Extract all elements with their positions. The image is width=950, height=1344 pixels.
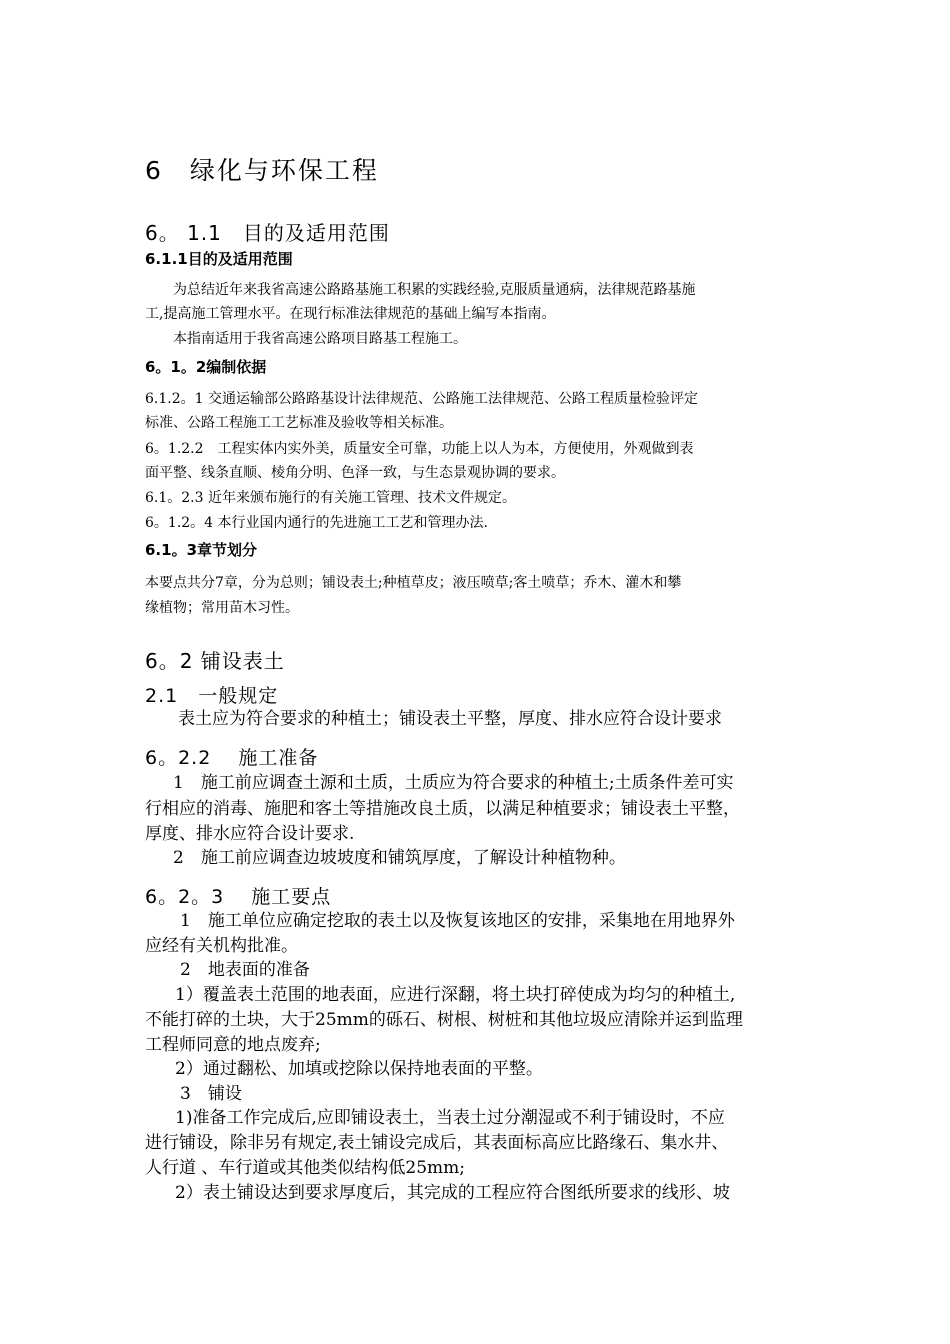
paragraph-key-3-1-line1: 1)准备工作完成后,应即铺设表土，当表土过分潮湿或不利于铺设时，不应 xyxy=(175,1108,725,1128)
subheading-6-1-3: 6.1。3章节划分 xyxy=(145,541,258,559)
paragraph-key-2-1-line1: 1）覆盖表土范围的地表面，应进行深翻，将土块打碎使成为均匀的种植土, xyxy=(175,985,736,1005)
subheading-6-1-2: 6。1。2编制依据 xyxy=(145,358,267,376)
subheading-6-2-3: 6。2。3 施工要点 xyxy=(145,886,332,908)
chapter-title: 6 绿化与环保工程 xyxy=(145,156,379,185)
paragraph-chapters-line1: 本要点共分7章，分为总则；铺设表土;种植草皮；液压喷草;客土喷草；乔木、灌木和攀 xyxy=(145,575,682,591)
paragraph-scope: 本指南适用于我省高速公路项目路基工程施工。 xyxy=(173,331,467,347)
paragraph-prep-1-line3: 厚度、排水应符合设计要求. xyxy=(145,824,355,844)
paragraph-key-2: 2 地表面的准备 xyxy=(180,960,310,980)
paragraph-key-2-1-line3: 工程师同意的地点废弃; xyxy=(145,1035,321,1055)
paragraph-prep-1-line1: 1 施工前应调查土源和土质，土质应为符合要求的种植土;土质条件差可实 xyxy=(173,773,734,793)
paragraph-prep-1-line2: 行相应的消毒、施肥和客土等措施改良土质，以满足种植要求；铺设表土平整， xyxy=(145,799,740,819)
subheading-2-1: 2.1 一般规定 xyxy=(145,685,279,707)
paragraph-purpose-line1: 为总结近年来我省高速公路路基施工积累的实践经验,克服质量通病，法律规范路基施 xyxy=(173,282,696,298)
paragraph-basis-2-line1: 6。1.2.2 工程实体内实外美，质量安全可靠，功能上以人为本，方便使用，外观做到表 xyxy=(145,441,694,457)
section-heading-6-1-1: 6。 1.1 目的及适用范围 xyxy=(145,221,390,245)
paragraph-basis-2-line2: 面平整、线条直顺、棱角分明、色泽一致，与生态景观协调的要求。 xyxy=(145,465,565,481)
paragraph-basis-1-line2: 标准、公路工程施工工艺标准及验收等相关标准。 xyxy=(145,415,453,431)
paragraph-basis-1-line1: 6.1.2。1 交通运输部公路路基设计法律规范、公路施工法律规范、公路工程质量检验评定 xyxy=(145,391,698,407)
paragraph-key-3-1-line2: 进行铺设，除非另有规定,表土铺设完成后，其表面标高应比路缘石、集水井、 xyxy=(145,1133,729,1153)
paragraph-purpose-line2: 工,提高施工管理水平。在现行标准法律规范的基础上编写本指南。 xyxy=(145,306,556,322)
subheading-6-1-1: 6.1.1目的及适用范围 xyxy=(145,250,293,268)
paragraph-prep-2: 2 施工前应调查边坡坡度和铺筑厚度，了解设计种植物种。 xyxy=(173,848,626,868)
paragraph-key-1-line1: 1 施工单位应确定挖取的表土以及恢复该地区的安排，采集地在用地界外 xyxy=(180,911,735,931)
paragraph-key-1-line2: 应经有关机构批准。 xyxy=(145,936,298,956)
paragraph-basis-3: 6.1。2.3 近年来颁布施行的有关施工管理、技术文件规定。 xyxy=(145,490,516,506)
paragraph-key-2-1-line2: 不能打碎的土块，大于25mm的砾石、树根、树桩和其他垃圾应清除并运到监理 xyxy=(145,1010,743,1030)
paragraph-key-3-2-line1: 2）表土铺设达到要求厚度后，其完成的工程应符合图纸所要求的线形、坡 xyxy=(175,1183,730,1203)
subheading-6-2-2: 6。2.2 施工准备 xyxy=(145,747,319,769)
paragraph-key-2-2: 2）通过翻松、加填或挖除以保持地表面的平整。 xyxy=(175,1059,543,1079)
paragraph-basis-4: 6。1.2。4 本行业国内通行的先进施工工艺和管理办法. xyxy=(145,515,488,531)
paragraph-key-3-1-line3: 人行道 、车行道或其他类似结构低25mm; xyxy=(145,1158,466,1178)
paragraph-key-3: 3 铺设 xyxy=(180,1084,242,1104)
paragraph-general-rule: 表土应为符合要求的种植土；铺设表土平整，厚度、排水应符合设计要求 xyxy=(178,709,722,729)
section-heading-6-2: 6。2 铺设表土 xyxy=(145,649,285,673)
paragraph-chapters-line2: 缘植物；常用苗木习性。 xyxy=(145,600,299,616)
